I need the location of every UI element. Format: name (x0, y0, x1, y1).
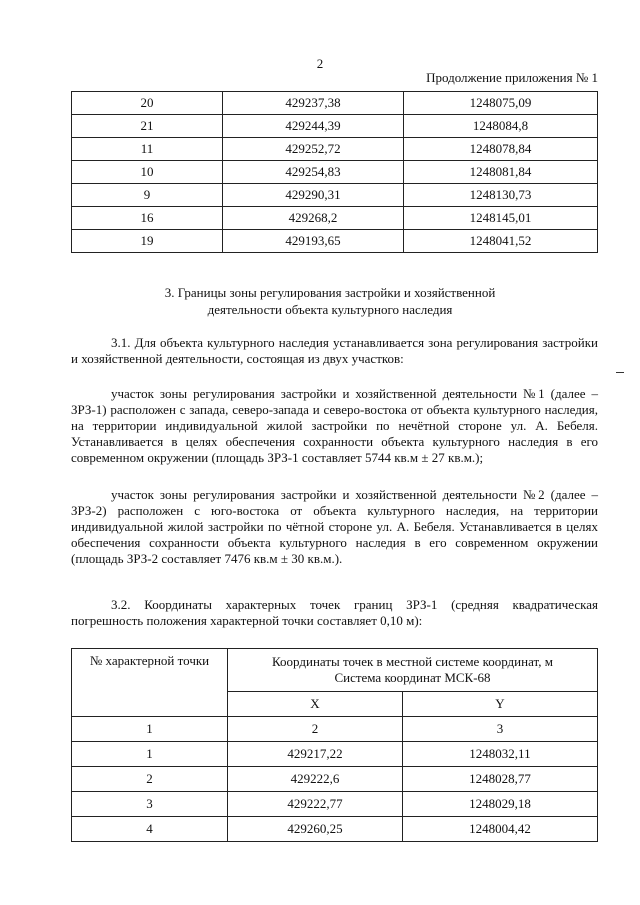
coord-y: 1248004,42 (402, 817, 597, 842)
coord-y: 1248081,84 (404, 161, 598, 184)
coord-x: 429193,65 (223, 230, 404, 253)
point-number-header: № характерной точки (72, 649, 228, 717)
table-row (72, 792, 598, 817)
table-row (72, 161, 598, 184)
table-row (72, 184, 598, 207)
coord-x: 429222,6 (228, 767, 403, 792)
table-header-row (72, 649, 598, 692)
zrz1-coordinates-table (71, 648, 598, 842)
coord-y: 1248032,11 (402, 742, 597, 767)
column-number: 2 (228, 717, 403, 742)
point-number: 2 (72, 767, 228, 792)
point-number: 21 (72, 115, 223, 138)
paragraph-3-1: 3.1. Для объекта культурного наследия устанавливается зона регулирования застройки и хозяйственной деятельности, состоящая из двух участков: (71, 335, 598, 366)
section-title-line: деятельности объекта культурного наследия (207, 302, 453, 317)
coord-x: 429268,2 (223, 207, 404, 230)
point-number: 19 (72, 230, 223, 253)
x-header: X (228, 692, 403, 717)
coord-x: 429260,25 (228, 817, 403, 842)
coordinates-table-continued (71, 91, 598, 253)
coord-x: 429222,77 (228, 792, 403, 817)
table-row (72, 230, 598, 253)
coord-y: 1248078,84 (404, 138, 598, 161)
coord-y: 1248130,73 (404, 184, 598, 207)
coord-y: 1248041,52 (404, 230, 598, 253)
point-number: 20 (72, 92, 223, 115)
table-row (72, 207, 598, 230)
page-number: 2 (316, 56, 324, 71)
section-title (100, 284, 560, 318)
margin-mark (616, 372, 624, 373)
column-number: 3 (402, 717, 597, 742)
coord-x: 429252,72 (223, 138, 404, 161)
coord-x: 429237,38 (223, 92, 404, 115)
point-number: 4 (72, 817, 228, 842)
coord-x: 429290,31 (223, 184, 404, 207)
table-row (72, 92, 598, 115)
table-numbering-row (72, 717, 598, 742)
table-row (72, 115, 598, 138)
column-number: 1 (72, 717, 228, 742)
paragraph-zrz-1: участок зоны регулирования застройки и хозяйственной деятельности №1 (далее – ЗРЗ-1) расположен с запада, северо-запада и северо-востока от объекта культурного наследия, на территории индивидуальной жилой застройки по нечётной стороне ул. А. Бебеля. Устанавливается в целях обеспечения сохранности объекта культурного наследия в его современном окружении (площадь ЗРЗ-1 составляет 5744 кв.м ± 27 кв.м.); (71, 386, 598, 465)
point-number: 11 (72, 138, 223, 161)
coord-x: 429254,83 (223, 161, 404, 184)
coord-y: 1248028,77 (402, 767, 597, 792)
coord-y: 1248145,01 (404, 207, 598, 230)
table-row (72, 742, 598, 767)
point-number: 10 (72, 161, 223, 184)
coord-y: 1248029,18 (402, 792, 597, 817)
table-row (72, 138, 598, 161)
section-title-line: 3. Границы зоны регулирования застройки и хозяйственной (164, 285, 496, 300)
point-number: 3 (72, 792, 228, 817)
y-header: Y (402, 692, 597, 717)
paragraph-zrz-2: участок зоны регулирования застройки и хозяйственной деятельности №2 (далее – ЗРЗ-2) расположен с юго-востока от объекта культурного наследия, на территории индивидуальной жилой застройки по чётной стороне ул. А. Бебеля. Устанавливается в целях обеспечения сохранности объекта культурного наследия в его современном окружении (площадь ЗРЗ-2 составляет 7476 кв.м ± 30 кв.м.). (71, 487, 598, 566)
coord-x: 429244,39 (223, 115, 404, 138)
paragraph-3-2: 3.2. Координаты характерных точек границ ЗРЗ-1 (средняя квадратическая погрешность положения характерной точки составляет 0,10 м): (71, 597, 598, 628)
coord-y: 1248084,8 (404, 115, 598, 138)
coord-x: 429217,22 (228, 742, 403, 767)
point-number: 1 (72, 742, 228, 767)
group-header-line: Координаты точек в местной системе координат, м (272, 654, 553, 669)
point-number: 16 (72, 207, 223, 230)
coord-y: 1248075,09 (404, 92, 598, 115)
appendix-note: Продолжение приложения № 1 (426, 70, 598, 85)
table-row (72, 817, 598, 842)
point-number: 9 (72, 184, 223, 207)
table-row (72, 767, 598, 792)
coordinates-group-header (228, 649, 598, 692)
group-header-line: Система координат МСК-68 (334, 670, 491, 685)
